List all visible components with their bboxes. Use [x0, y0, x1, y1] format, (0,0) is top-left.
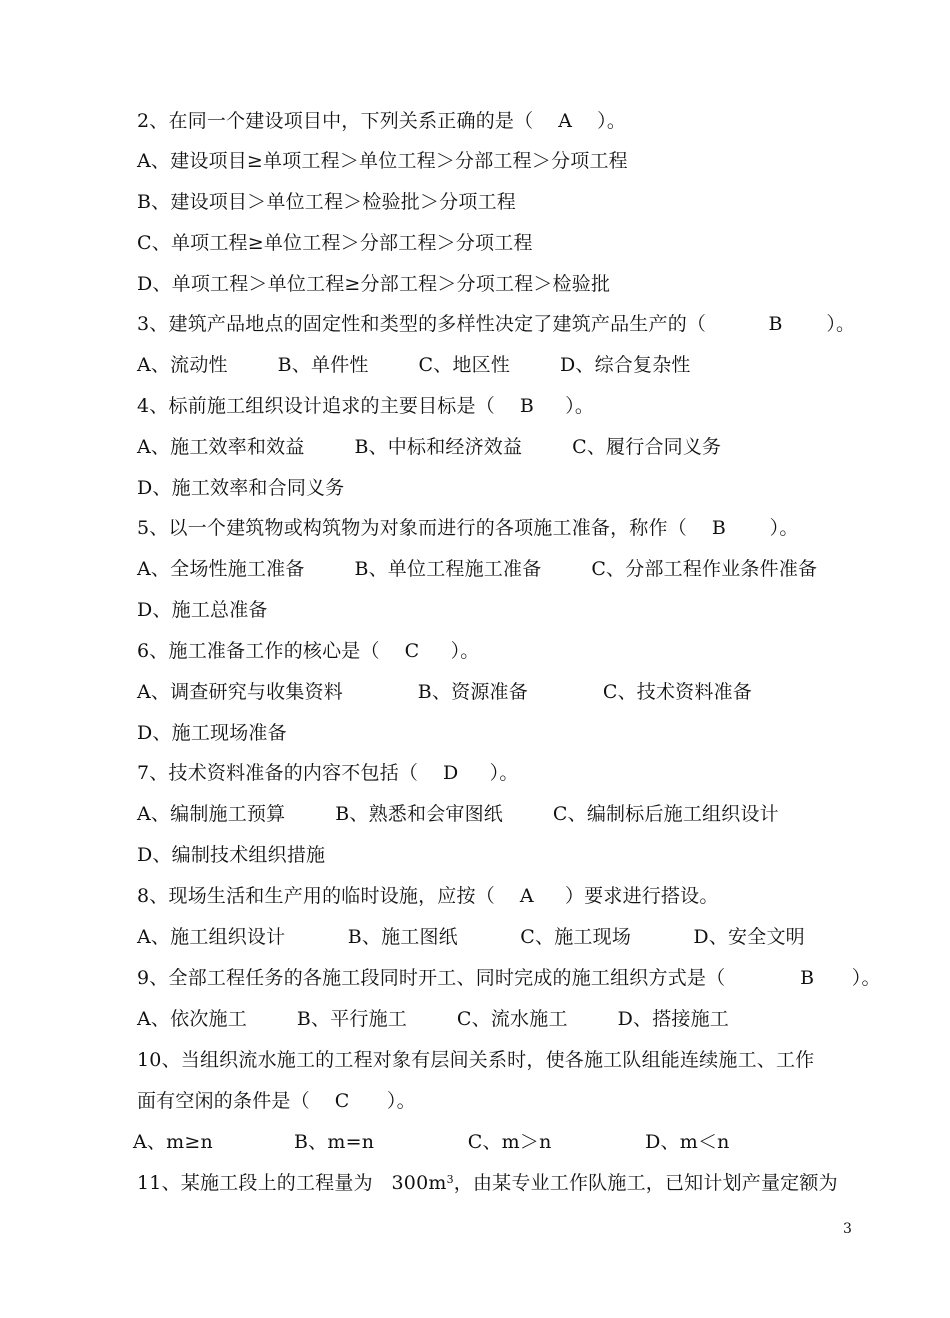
q6-option-d: D、施工现场准备 — [137, 722, 287, 744]
question-3: 3、建筑产品地点的固定性和类型的多样性决定了建筑产品生产的（ B ）。 — [137, 313, 856, 335]
q4-options: A、施工效率和效益 B、中标和经济效益 C、履行合同义务 — [137, 436, 722, 458]
q2-option-b: B、建设项目＞单位工程＞检验批＞分项工程 — [137, 191, 516, 213]
q6-options: A、调查研究与收集资料 B、资源准备 C、技术资料准备 — [137, 681, 752, 703]
q2-option-a: A、建设项目≥单项工程＞单位工程＞分部工程＞分项工程 — [137, 150, 628, 172]
q5-options: A、全场性施工准备 B、单位工程施工准备 C、分部工程作业条件准备 — [137, 558, 818, 580]
q7-option-d: D、编制技术组织措施 — [137, 844, 326, 866]
q8-options: A、施工组织设计 B、施工图纸 C、施工现场 D、安全文明 — [137, 926, 805, 948]
q11-superscript: 3 — [446, 1173, 454, 1186]
q4-option-d: D、施工效率和合同义务 — [137, 477, 345, 499]
q11-text-start: 11、某施工段上的工程量为 300m — [137, 1172, 447, 1194]
q5-option-d: D、施工总准备 — [137, 599, 268, 621]
question-5: 5、以一个建筑物或构筑物为对象而进行的各项施工准备，称作（ B ）。 — [137, 517, 799, 539]
question-10: 10、当组织流水施工的工程对象有层间关系时，使各施工队组能连续施工、工作 — [137, 1049, 815, 1071]
page-number: 3 — [843, 1221, 852, 1237]
q2-option-c: C、单项工程≥单位工程＞分部工程＞分项工程 — [137, 232, 533, 254]
q10-options: A、m≥n B、m=n C、m＞n D、m＜n — [133, 1131, 730, 1153]
question-2: 2、在同一个建设项目中，下列关系正确的是（ A ）。 — [137, 110, 627, 132]
question-10-cont: 面有空闲的条件是（ C ）。 — [137, 1090, 416, 1112]
question-11 — [137, 1170, 838, 1196]
q7-options: A、编制施工预算 B、熟悉和会审图纸 C、编制标后施工组织设计 — [137, 803, 779, 825]
question-6: 6、施工准备工作的核心是（ C ）。 — [137, 640, 480, 662]
q11-text-end: ，由某专业工作队施工，已知计划产量定额为 — [453, 1172, 838, 1194]
question-9: 9、全部工程任务的各施工段同时开工、同时完成的施工组织方式是（ B ）。 — [137, 967, 881, 989]
question-8: 8、现场生活和生产用的临时设施，应按（ A ）要求进行搭设。 — [137, 885, 719, 907]
q9-options: A、依次施工 B、平行施工 C、流水施工 D、搭接施工 — [137, 1008, 730, 1030]
q2-option-d: D、单项工程＞单位工程≥分部工程＞分项工程＞检验批 — [137, 273, 611, 295]
question-4: 4、标前施工组织设计追求的主要目标是（ B ）。 — [137, 395, 595, 417]
q3-options: A、流动性 B、单件性 C、地区性 D、综合复杂性 — [137, 354, 691, 376]
question-7: 7、技术资料准备的内容不包括（ D ）。 — [137, 762, 519, 784]
